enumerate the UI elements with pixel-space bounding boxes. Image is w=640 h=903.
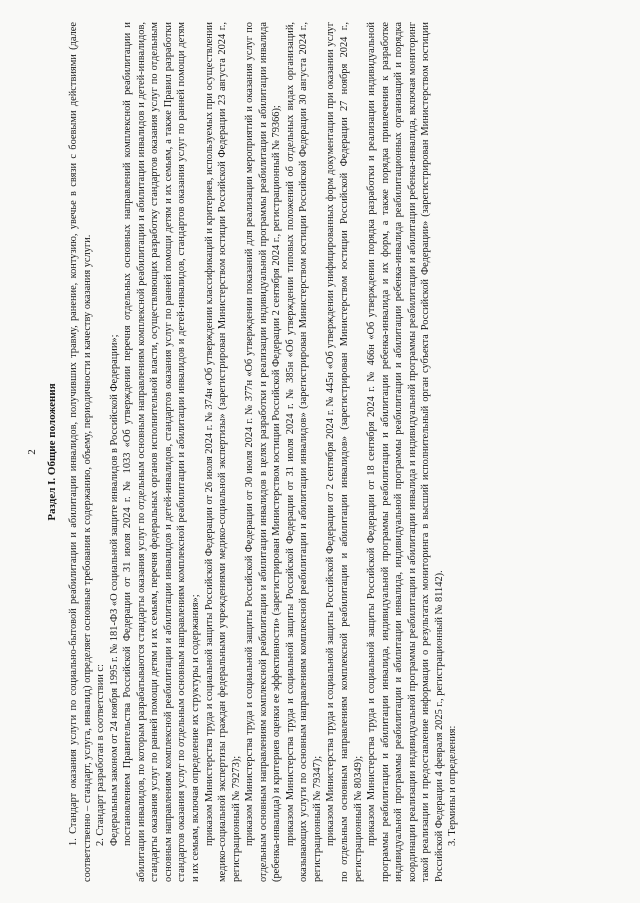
paragraph: 2. Стандарт разработан в соответствии с: [95, 664, 107, 846]
page-number: 2 [26, 449, 38, 455]
paragraph: 1. Стандарт оказания услуги по социально-бытовой реабилитации и абилитации инвалидов, получивших травму, ранение, контузию, увечье в связи с боевыми действиями (далее соответственно – стандарт, услуга, инвалид) определяет основные требования к содержанию, объему, периодичности и качеству оказания услуги. [68, 22, 93, 882]
rotated-text-block [26, 22, 606, 882]
paragraph: Федеральным законом от 24 ноября 1995 г. № 181-ФЗ «О социальной защите инвалидов в Российской Федерации»; [108, 334, 120, 846]
section-title: Раздел I. Общие положения [45, 383, 58, 521]
paragraph: приказом Министерства труда и социальной защиты Российской Федерации от 18 сентября 2024 г. № 466н «Об утверждении порядка разработки и реализации индивидуальной программы реабилитации и абилитации инвалида, индивидуальной программы реабилитации и абилитации ребенка-инвалида и их форм, а также порядка привлечения к разработке индивидуальной программы реабилитации и абилитации инвалида, индивидуальной программы реабилитации и абилитации ребенка-инвалида реабилитационных организаций и порядка координации реализации индивидуальной программы реабилитации и абилитации инвалида и индивидуальной программы реабилитации и абилитации ребенка-инвалида, включая мониторинг такой реализации и предоставление информации о результатах мониторинга в высший исполнительный орган субъекта Российской Федерации» (зарегистрирован Министерством юстиции Российской Федерации 4 февраля 2025 г., регистрационный № 81142). [366, 22, 445, 882]
paragraph: приказом Министерства труда и социальной защиты Российской Федерации от 30 июля 2024 г. № 377н «Об утверждении показаний для реализации мероприятий и оказания услуг по отдельным основным направлениям комплексной реабилитации и абилитации инвалидов в целях разработки и реализации индивидуальной программы реабилитации и абилитации инвалида (ребенка-инвалида) и критериев оценки ее эффективности» (зарегистрирован Министерством юстиции Российской Федерации 2 сентября 2024 г., регистрационный № 79366); [244, 22, 283, 882]
paragraph: приказом Министерства труда и социальной защиты Российской Федерации от 31 июля 2024 г. № 385н «Об утверждении типовых положений об отдельных видах организаций, оказывающих услуги по основным направлениям комплексной реабилитации и абилитации инвалидов» (зарегистрирован Министерством юстиции Российской Федерации 30 августа 2024 г., регистрационный № 79347); [284, 22, 323, 882]
paragraph: постановлением Правительства Российской Федерации от 31 июля 2024 г. № 1033 «Об утверждении перечня отдельных основных направлений комплексной реабилитации и абилитации инвалидов, по которым разрабатываются стандарты оказания услуг по отдельным основным направлениям комплексной реабилитации и абилитации инвалидов и детей-инвалидов, стандарты оказания услуг по ранней помощи детям и их семьям, перечня федеральных органов исполнительной власти, осуществляющих разработку стандартов оказания услуг по отдельным основным направлениям комплексной реабилитации и абилитации инвалидов и детей-инвалидов, стандартов оказания услуг по ранней помощи детям и их семьям, а также Правил разработки стандартов оказания услуг по отдельным основным направлениям комплексной реабилитации и абилитации инвалидов и детей-инвалидов, стандартов оказания услуг по ранней помощи детям и их семьям, включая определение их структуры и содержания»; [122, 22, 202, 882]
paragraph: приказом Министерства труда и социальной защиты Российской Федерации от 2 сентября 2024 г. № 445н «Об утверждении унифицированных форм документации при оказании услуг по отдельным основным направлениям комплексной реабилитации и абилитации инвалидов» (зарегистрирован Министерством юстиции Российской Федерации 27 ноября 2024 г., регистрационный № 80349); [325, 22, 364, 882]
paragraph: 3. Термины и определения: [447, 725, 459, 846]
paragraph: приказом Министерства труда и социальной защиты Российской Федерации от 26 июля 2024 г. № 374н «Об утверждении классификаций и критериев, используемых при осуществлении медико-социальной экспертизы граждан федеральными учреждениями медико-социальной экспертизы» (зарегистрирован Министерством юстиции Российской Федерации 23 августа 2024 г., регистрационный № 79273); [203, 22, 242, 882]
